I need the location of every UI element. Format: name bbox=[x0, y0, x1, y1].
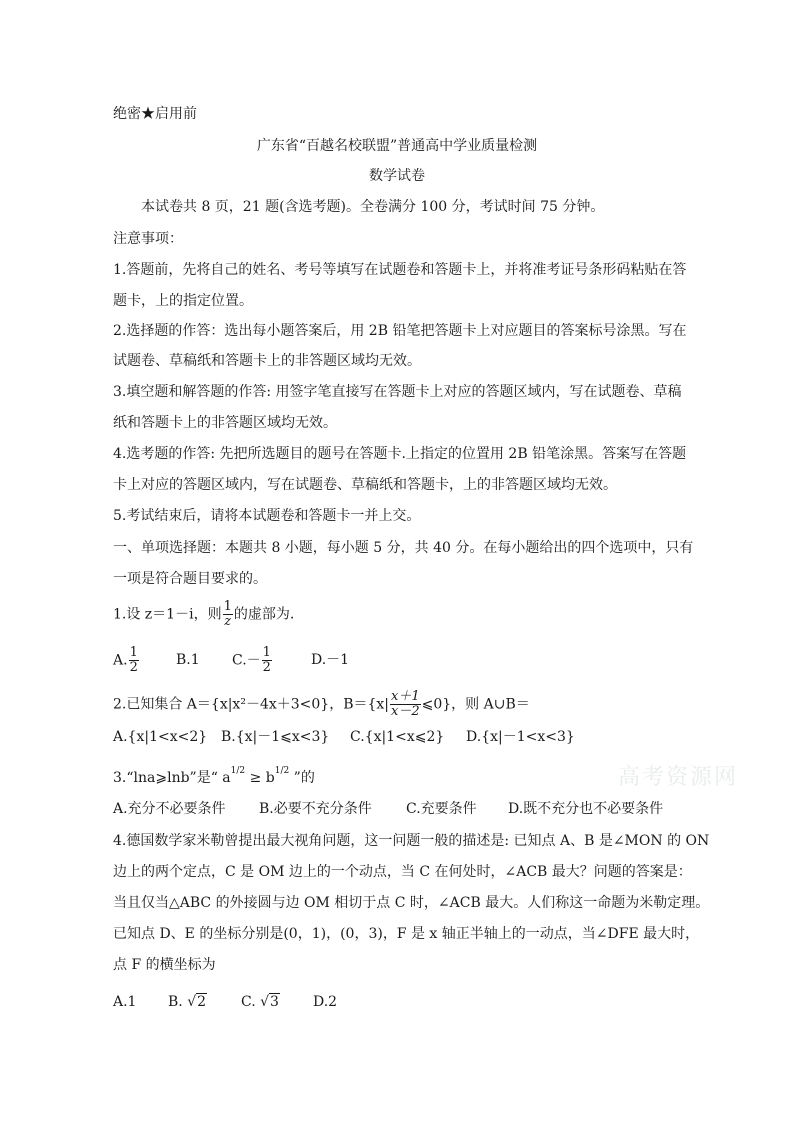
q2-option-d[interactable]: D.{x|－1<x<3} bbox=[466, 729, 575, 745]
q1-option-c-fraction bbox=[262, 646, 272, 675]
section-1-heading-line-1: 一、单项选择题：本题共 8 小题，每小题 5 分，共 40 分。在每小题给出的四个选项中，只有 bbox=[113, 540, 694, 556]
q4-option-c-radicand: 3 bbox=[270, 994, 279, 1010]
note-5: 5.考试结束后，请将本试题卷和答题卡一并上交。 bbox=[113, 508, 421, 524]
q4-option-b[interactable] bbox=[168, 992, 207, 1012]
q4-option-c-radical: √3 bbox=[260, 994, 279, 1010]
q1-option-c-label: C.－ bbox=[232, 652, 261, 669]
secret-mark: 绝密★启用前 bbox=[113, 106, 197, 122]
q2-option-c[interactable]: C.{x|1<x⩽2} bbox=[350, 729, 445, 745]
q4-option-b-radicand: 2 bbox=[197, 994, 207, 1010]
question-3-stem bbox=[113, 768, 315, 790]
q1-option-c-denominator: 2 bbox=[262, 660, 271, 675]
q3-option-a[interactable]: A.充分不必要条件 bbox=[113, 801, 226, 817]
q1-option-c-numerator: 1 bbox=[262, 645, 271, 660]
exam-summary: 本试卷共 8 页，21 题(含选考题)。全卷满分 100 分，考试时间 75 分钟。 bbox=[141, 199, 605, 215]
q1-option-c[interactable] bbox=[232, 646, 273, 675]
q4-option-a[interactable]: A.1 bbox=[113, 994, 137, 1010]
q3-stem-middle: ≥ b bbox=[245, 770, 275, 786]
q1-option-a-fraction bbox=[129, 646, 139, 675]
watermark: 高考资源网 bbox=[618, 765, 739, 790]
q2-option-a[interactable]: A.{x|1<x<2} bbox=[113, 729, 208, 745]
note-2-line-2: 试题卷、草稿纸和答题卡上的非答题区域均无效。 bbox=[113, 353, 421, 369]
q1-option-d[interactable]: D.－1 bbox=[311, 652, 350, 668]
q4-option-c[interactable] bbox=[241, 992, 280, 1012]
q3-option-d[interactable]: D.既不充分也不必要条件 bbox=[508, 801, 664, 817]
question-4-line-2: 边上的两个定点，C 是 OM 边上的一个动点，当 C 在何处时，∠ACB 最大？问题的答案是： bbox=[113, 864, 692, 880]
note-1-line-1: 1.答题前，先将自己的姓名、考号等填写在试题卷和答题卡上，并将准考证号条形码粘贴在答 bbox=[113, 262, 687, 278]
q4-option-b-radical: √2 bbox=[187, 994, 207, 1010]
q4-option-d[interactable]: D.2 bbox=[313, 994, 338, 1010]
q1-fraction bbox=[223, 600, 233, 629]
question-4-line-5: 点 F 的横坐标为 bbox=[113, 957, 216, 973]
section-1-heading-line-2: 一项是符合题目要求的。 bbox=[113, 571, 267, 587]
q1-option-a-label: A. bbox=[113, 652, 128, 669]
q2-fraction-denominator: x－2 bbox=[391, 704, 420, 719]
note-4-line-2: 卡上对应的答题区域内，写在试题卷、草稿纸和答题卡，上的非答题区域均无效。 bbox=[113, 477, 617, 493]
q3-option-c[interactable]: C.充要条件 bbox=[406, 801, 477, 817]
q2-stem-suffix: ⩽0}，则 A∪B＝ bbox=[421, 696, 530, 713]
q1-stem-suffix: 的虚部为. bbox=[233, 606, 295, 623]
question-2-stem bbox=[113, 690, 530, 719]
q1-fraction-numerator: 1 bbox=[223, 599, 232, 614]
exam-subtitle: 数学试卷 bbox=[369, 168, 425, 184]
q1-option-a-numerator: 1 bbox=[129, 645, 138, 660]
q2-stem-prefix: 2.已知集合 A＝{x|x²－4x＋3<0}，B＝{x| bbox=[113, 696, 390, 713]
question-4-line-1: 4.德国数学家米勒曾提出最大视角问题，这一问题一般的描述是: 已知点 A、B 是∠MON 的 ON bbox=[113, 833, 710, 849]
q3-stem-prefix: 3.“lna⩾lnb”是“ a bbox=[113, 770, 231, 786]
q3-exponent-a: 1/2 bbox=[230, 766, 246, 776]
question-4-line-4: 已知点 D、E 的坐标分别是(0，1)，(0，3)，F 是 x 轴正半轴上的一动点，当∠DFE 最大时， bbox=[113, 926, 700, 942]
note-1-line-2: 题卡，上的指定位置。 bbox=[113, 293, 253, 309]
q2-fraction bbox=[390, 690, 421, 719]
notes-heading: 注意事项： bbox=[113, 231, 183, 247]
q3-option-b[interactable]: B.必要不充分条件 bbox=[259, 801, 372, 817]
q1-fraction-denominator: z bbox=[224, 614, 232, 629]
note-3-line-2: 纸和答题卡上的非答题区域均无效。 bbox=[113, 415, 337, 431]
q4-option-c-label: C. bbox=[241, 994, 256, 1010]
q1-option-a[interactable] bbox=[113, 646, 140, 675]
q1-stem-prefix: 1.设 z＝1－i，则 bbox=[113, 606, 222, 623]
q3-exponent-b: 1/2 bbox=[274, 766, 290, 776]
question-1-stem bbox=[113, 600, 294, 629]
q2-option-b[interactable]: B.{x|－1⩽x<3} bbox=[221, 729, 330, 745]
q2-fraction-numerator: x＋1 bbox=[391, 689, 420, 704]
note-3-line-1: 3.填空题和解答题的作答: 用签字笔直接写在答题卡上对应的答题区域内，写在试题卷、草稿 bbox=[113, 384, 682, 400]
note-2-line-1: 2.选择题的作答：选出每小题答案后，用 2B 铅笔把答题卡上对应题目的答案标号涂黑。写在 bbox=[113, 323, 687, 339]
q1-option-a-denominator: 2 bbox=[129, 660, 138, 675]
exam-title: 广东省“百越名校联盟”普通高中学业质量检测 bbox=[256, 138, 538, 154]
q3-stem-suffix: ”的 bbox=[289, 770, 315, 786]
note-4-line-1: 4.选考题的作答: 先把所选题目的题号在答题卡.上指定的位置用 2B 铅笔涂黑。答案写在答题 bbox=[113, 446, 687, 462]
q4-option-b-label: B. bbox=[168, 994, 183, 1010]
q1-option-b[interactable]: B.1 bbox=[176, 652, 200, 668]
question-4-line-3: 当且仅当△ABC 的外接圆与边 OM 相切于点 C 时，∠ACB 最大。人们称这一命题为米勒定理。 bbox=[113, 895, 710, 911]
